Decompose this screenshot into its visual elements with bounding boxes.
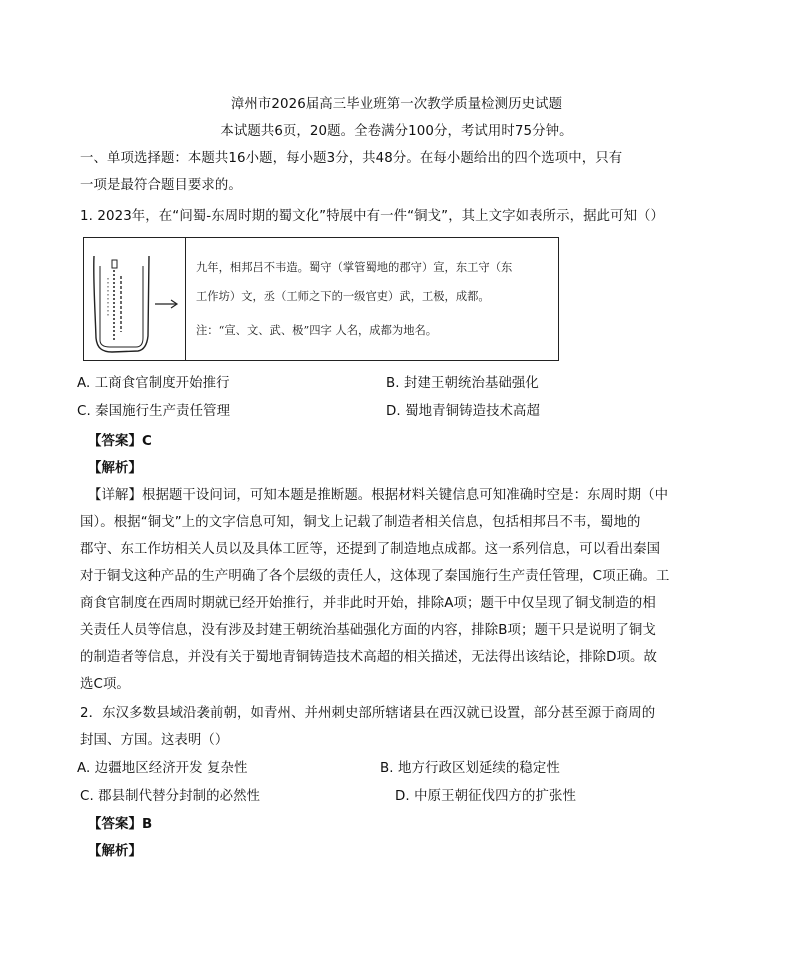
inscription-note: 注：“宣、文、武、极”四字 人名，成都为地名。 (196, 324, 438, 337)
q1-option-a: A. 工商食官制度开始推行 (77, 376, 230, 391)
q2-option-c: C. 郡县制代替分封制的必然性 (80, 789, 261, 804)
q1-analysis-label: 【解析】 (88, 461, 142, 476)
q2-answer: 【答案】B (88, 817, 153, 832)
q1-detail-line: 【详解】根据题干设问词，可知本题是推断题。根据材料关键信息可知准确时空是：东周时期（中 (88, 488, 669, 503)
q1-option-c: C. 秦国施行生产责任管理 (77, 404, 231, 419)
q1-detail-line: 郡守、东工作坊相关人员以及具体工匠等，还提到了制造地点成都。这一系列信息，可以看出秦国 (80, 542, 661, 557)
question-2-stem: 2．东汉多数县域沿袭前朝，如青州、并州刺史部所辖诸县在西汉就已设置，部分甚至源于商周的 (80, 706, 656, 721)
inscription-line-2: 工作坊）文，丞（工师之下的一级官吏）武，工极，成都。 (196, 290, 490, 303)
q1-detail-line: 关责任人员等信息，没有涉及封建王朝统治基础强化方面的内容，排除B项；题干只是说明了铜戈 (80, 623, 656, 638)
q1-detail-line: 对于铜戈这种产品的生产明确了各个层级的责任人，这体现了秦国施行生产责任管理，C项正确。工 (80, 569, 670, 584)
inscription-figure (83, 237, 559, 361)
bronze-ge-sketch-icon (90, 248, 180, 356)
q1-option-d: D. 蜀地青铜铸造技术高超 (386, 404, 541, 419)
section-heading: 一、单项选择题：本题共16小题，每小题3分，共48分。在每小题给出的四个选项中，只有 (80, 151, 623, 166)
q2-option-b: B. 地方行政区划延续的稳定性 (380, 761, 560, 776)
inscription-line-1: 九年，相邦吕不韦造。蜀守（掌管蜀地的郡守）宣，东工守（东 (196, 261, 513, 274)
q1-answer: 【答案】C (88, 434, 152, 449)
question-1-stem: 1. 2023年，在“问蜀-东周时期的蜀文化”特展中有一件“铜戈”，其上文字如表所示，据此可知（） (80, 209, 665, 224)
q1-detail-line: 国）。根据“铜戈”上的文字信息可知，铜戈上记载了制造者相关信息，包括相邦吕不韦，蜀地的 (80, 515, 641, 530)
q2-analysis-label: 【解析】 (88, 844, 142, 859)
q1-detail-line: 选C项。 (80, 677, 130, 692)
q1-detail-line: 商食官制度在西周时期就已经开始推行，并非此时开始，排除A项；题干中仅呈现了铜戈制造的相 (80, 596, 656, 611)
q1-option-b: B. 封建王朝统治基础强化 (386, 376, 539, 391)
q1-detail-line: 的制造者等信息，并没有关于蜀地青铜铸造技术高超的相关描述，无法得出该结论，排除D项。故 (80, 650, 658, 665)
exam-subtitle: 本试题共6页，20题。全卷满分100分，考试用时75分钟。 (220, 124, 573, 139)
q2-option-a: A. 边疆地区经济开发 复杂性 (77, 761, 248, 776)
section-heading-cont: 一项是最符合题目要求的。 (80, 178, 242, 193)
q2-option-d: D. 中原王朝征伐四方的扩张性 (395, 789, 577, 804)
exam-title: 漳州市2026届高三毕业班第一次教学质量检测历史试题 (230, 97, 563, 112)
figure-divider (185, 238, 186, 360)
question-2-stem-cont: 封国、方国。这表明（） (80, 733, 229, 748)
